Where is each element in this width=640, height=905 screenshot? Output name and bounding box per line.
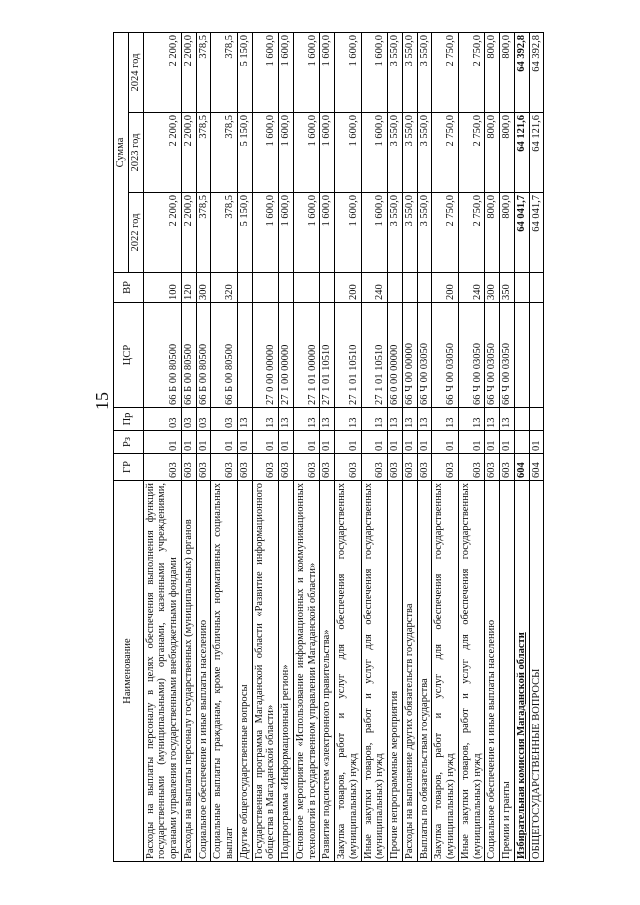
cell-rz: 01 (361, 431, 388, 454)
table-row (181, 33, 196, 862)
cell-pr: 13 (279, 408, 294, 431)
cell-name: Закупка товаров, работ и услуг для обеспечения государственных (муниципальных) нужд (432, 481, 459, 862)
cell-2023: 64 121,6 (529, 113, 544, 193)
cell-2022: 1 600,0 (279, 193, 294, 273)
cell-name: Избирательная комиссия Магаданской области (514, 481, 529, 862)
cell-2024: 1 600,0 (279, 33, 294, 113)
header-pr: Пр (114, 408, 144, 431)
cell-2023: 1 600,0 (335, 113, 362, 193)
cell-pr (529, 408, 544, 431)
cell-vr: 100 (143, 273, 181, 303)
cell-gr: 603 (293, 454, 320, 481)
cell-name: Прочие непрограммные мероприятия (388, 481, 403, 862)
cell-rz: 01 (293, 431, 320, 454)
table-row (211, 33, 238, 862)
cell-rz: 01 (458, 431, 485, 454)
cell-2023: 2 750,0 (458, 113, 485, 193)
cell-name: Выплаты по обязательствам государства (417, 481, 432, 862)
cell-2023: 5 150,0 (237, 113, 252, 193)
cell-2022: 5 150,0 (237, 193, 252, 273)
cell-csr: 27 0 00 00000 (252, 303, 279, 408)
table-row (432, 33, 459, 862)
cell-gr: 603 (279, 454, 294, 481)
cell-2023: 2 200,0 (143, 113, 181, 193)
header-sum: Сумма (114, 33, 129, 273)
table-row (143, 33, 181, 862)
cell-vr (514, 273, 529, 303)
cell-2024: 1 600,0 (293, 33, 320, 113)
table-row (529, 33, 544, 862)
cell-2024: 800,0 (485, 33, 500, 113)
cell-csr (514, 303, 529, 408)
cell-pr: 13 (320, 408, 335, 431)
cell-vr (237, 273, 252, 303)
cell-gr: 603 (500, 454, 515, 481)
cell-rz: 01 (196, 431, 211, 454)
cell-2024: 1 600,0 (252, 33, 279, 113)
cell-2023: 378,5 (196, 113, 211, 193)
cell-csr: 66 Ч 00 00000 (402, 303, 417, 408)
cell-pr: 13 (485, 408, 500, 431)
cell-csr: 27 1 01 10510 (320, 303, 335, 408)
cell-2022: 3 550,0 (388, 193, 403, 273)
cell-name: Развитие подсистем «электронного правительства» (320, 481, 335, 862)
cell-pr: 13 (388, 408, 403, 431)
cell-vr (417, 273, 432, 303)
page-number: 15 (92, 392, 112, 410)
cell-2022: 1 600,0 (293, 193, 320, 273)
table-row (293, 33, 320, 862)
cell-csr: 66 Ч 00 03050 (417, 303, 432, 408)
table-row (279, 33, 294, 862)
cell-csr: 66 0 00 00000 (388, 303, 403, 408)
cell-vr: 200 (432, 273, 459, 303)
cell-2022: 64 041,7 (529, 193, 544, 273)
cell-rz: 01 (417, 431, 432, 454)
header-rz: Рз (114, 431, 144, 454)
cell-2023: 2 200,0 (181, 113, 196, 193)
cell-gr: 603 (181, 454, 196, 481)
cell-gr: 603 (485, 454, 500, 481)
cell-pr: 13 (293, 408, 320, 431)
cell-name: Подпрограмма «Информационный регион» (279, 481, 294, 862)
cell-2024: 1 600,0 (335, 33, 362, 113)
cell-rz: 01 (252, 431, 279, 454)
cell-rz: 01 (529, 431, 544, 454)
table-row (320, 33, 335, 862)
cell-2024: 5 150,0 (237, 33, 252, 113)
cell-2022: 378,5 (211, 193, 238, 273)
cell-pr: 13 (361, 408, 388, 431)
cell-pr: 13 (500, 408, 515, 431)
table-row (458, 33, 485, 862)
cell-2022: 2 200,0 (181, 193, 196, 273)
header-2024: 2024 год (128, 33, 143, 113)
cell-name: Основное мероприятие «Использование информационных и коммуникационных технологий в государственном управлении Магаданской области» (293, 481, 320, 862)
cell-2022: 1 600,0 (320, 193, 335, 273)
cell-pr: 13 (252, 408, 279, 431)
cell-2024: 64 392,8 (514, 33, 529, 113)
header-csr: ЦСР (114, 303, 144, 408)
cell-pr: 13 (417, 408, 432, 431)
cell-2024: 1 600,0 (320, 33, 335, 113)
header-name: Наименование (114, 481, 144, 862)
cell-pr: 13 (335, 408, 362, 431)
cell-name: Другие общегосударственные вопросы (237, 481, 252, 862)
cell-2022: 1 600,0 (252, 193, 279, 273)
cell-gr: 603 (237, 454, 252, 481)
cell-gr: 604 (514, 454, 529, 481)
cell-rz (514, 431, 529, 454)
cell-gr: 603 (252, 454, 279, 481)
cell-2022: 3 550,0 (417, 193, 432, 273)
cell-gr: 604 (529, 454, 544, 481)
cell-csr: 66 Ч 00 03050 (485, 303, 500, 408)
table-row (485, 33, 500, 862)
cell-gr: 603 (402, 454, 417, 481)
table-row (500, 33, 515, 862)
cell-pr: 13 (402, 408, 417, 431)
cell-rz: 01 (237, 431, 252, 454)
cell-name: Расходы на выплаты персоналу государственных (муниципальных) органов (181, 481, 196, 862)
cell-2024: 2 750,0 (458, 33, 485, 113)
rotated-page-content (113, 32, 544, 862)
cell-csr: 27 1 00 00000 (279, 303, 294, 408)
cell-2023: 1 600,0 (361, 113, 388, 193)
header-gr: ГР (114, 454, 144, 481)
cell-name: ОБЩЕГОСУДАРСТВЕННЫЕ ВОПРОСЫ (529, 481, 544, 862)
cell-gr: 603 (388, 454, 403, 481)
cell-name: Премии и гранты (500, 481, 515, 862)
cell-name: Социальные выплаты гражданам, кроме публичных нормативных социальных выплат (211, 481, 238, 862)
table-header (114, 33, 144, 862)
cell-2023: 3 550,0 (402, 113, 417, 193)
cell-pr: 13 (432, 408, 459, 431)
cell-rz: 01 (388, 431, 403, 454)
cell-vr (388, 273, 403, 303)
table-row (252, 33, 279, 862)
cell-gr: 603 (211, 454, 238, 481)
cell-gr: 603 (196, 454, 211, 481)
cell-2022: 2 750,0 (458, 193, 485, 273)
cell-2023: 378,5 (211, 113, 238, 193)
cell-2022: 800,0 (500, 193, 515, 273)
cell-csr (237, 303, 252, 408)
cell-pr: 03 (196, 408, 211, 431)
cell-csr: 66 Б 00 80500 (181, 303, 196, 408)
table-row (335, 33, 362, 862)
cell-vr (320, 273, 335, 303)
cell-2024: 1 600,0 (361, 33, 388, 113)
table-row (417, 33, 432, 862)
cell-2023: 3 550,0 (388, 113, 403, 193)
cell-gr: 603 (143, 454, 181, 481)
cell-csr: 66 Б 00 80500 (211, 303, 238, 408)
header-vr: ВР (114, 273, 144, 303)
cell-gr: 603 (458, 454, 485, 481)
cell-csr: 27 1 01 10510 (335, 303, 362, 408)
cell-csr: 66 Ч 00 03050 (432, 303, 459, 408)
cell-2024: 2 200,0 (143, 33, 181, 113)
cell-rz: 01 (143, 431, 181, 454)
cell-2023: 800,0 (485, 113, 500, 193)
cell-name: Иные закупки товаров, работ и услуг для обеспечения государственных (муниципальных) нужд (361, 481, 388, 862)
cell-vr: 120 (181, 273, 196, 303)
cell-vr: 240 (458, 273, 485, 303)
cell-gr: 603 (432, 454, 459, 481)
cell-rz: 01 (500, 431, 515, 454)
cell-vr: 200 (335, 273, 362, 303)
cell-2022: 1 600,0 (335, 193, 362, 273)
cell-2023: 1 600,0 (293, 113, 320, 193)
cell-pr: 13 (458, 408, 485, 431)
cell-csr: 66 Б 00 80500 (196, 303, 211, 408)
cell-2023: 800,0 (500, 113, 515, 193)
cell-rz: 01 (320, 431, 335, 454)
header-row-1 (114, 33, 129, 862)
cell-2024: 378,5 (211, 33, 238, 113)
cell-name: Социальное обеспечение и иные выплаты населению (196, 481, 211, 862)
cell-vr: 240 (361, 273, 388, 303)
cell-rz: 01 (279, 431, 294, 454)
cell-vr: 300 (196, 273, 211, 303)
cell-vr (529, 273, 544, 303)
cell-gr: 603 (361, 454, 388, 481)
cell-csr: 66 Ч 00 03050 (458, 303, 485, 408)
table-row (402, 33, 417, 862)
cell-2022: 2 200,0 (143, 193, 181, 273)
cell-name: Расходы на выплаты персоналу в целях обеспечения выполнения функций государственными (муниципальными) органами, казенными учреждениями, органами управления государственными внебюджетными фондами (143, 481, 181, 862)
cell-2024: 3 550,0 (388, 33, 403, 113)
cell-2023: 1 600,0 (252, 113, 279, 193)
cell-vr (402, 273, 417, 303)
cell-rz: 01 (335, 431, 362, 454)
cell-vr: 320 (211, 273, 238, 303)
cell-vr (279, 273, 294, 303)
cell-name: Социальное обеспечение и иные выплаты населению (485, 481, 500, 862)
cell-2024: 64 392,8 (529, 33, 544, 113)
table-row (361, 33, 388, 862)
cell-2022: 1 600,0 (361, 193, 388, 273)
cell-vr (293, 273, 320, 303)
cell-2024: 800,0 (500, 33, 515, 113)
cell-2023: 64 121,6 (514, 113, 529, 193)
cell-rz: 01 (485, 431, 500, 454)
cell-name: Иные закупки товаров, работ и услуг для обеспечения государственных (муниципальных) нужд (458, 481, 485, 862)
cell-2023: 3 550,0 (417, 113, 432, 193)
cell-csr: 66 Ч 00 03050 (500, 303, 515, 408)
cell-2022: 3 550,0 (402, 193, 417, 273)
cell-pr (514, 408, 529, 431)
cell-gr: 603 (320, 454, 335, 481)
cell-rz: 01 (432, 431, 459, 454)
cell-2023: 1 600,0 (320, 113, 335, 193)
cell-csr: 27 1 01 10510 (361, 303, 388, 408)
header-2023: 2023 год (128, 113, 143, 193)
cell-2024: 3 550,0 (402, 33, 417, 113)
table-row (237, 33, 252, 862)
cell-gr: 603 (417, 454, 432, 481)
cell-pr: 03 (181, 408, 196, 431)
cell-vr: 350 (500, 273, 515, 303)
cell-pr: 03 (211, 408, 238, 431)
table-row (196, 33, 211, 862)
cell-pr: 03 (143, 408, 181, 431)
budget-table (113, 32, 544, 862)
cell-2024: 378,5 (196, 33, 211, 113)
cell-2022: 800,0 (485, 193, 500, 273)
cell-csr: 27 1 01 00000 (293, 303, 320, 408)
table-body (143, 33, 544, 862)
cell-2023: 2 750,0 (432, 113, 459, 193)
header-2022: 2022 год (128, 193, 143, 273)
cell-2024: 3 550,0 (417, 33, 432, 113)
cell-name: Закупка товаров, работ и услуг для обеспечения государственных (муниципальных) нужд (335, 481, 362, 862)
table-row (514, 33, 529, 862)
cell-name: Государственная программа Магаданской области «Развитие информационного общества в Магаданской области» (252, 481, 279, 862)
cell-name: Расходы на выполнение других обязательств государства (402, 481, 417, 862)
cell-rz: 01 (402, 431, 417, 454)
cell-csr (529, 303, 544, 408)
cell-rz: 01 (211, 431, 238, 454)
table-row (388, 33, 403, 862)
cell-2024: 2 200,0 (181, 33, 196, 113)
cell-2023: 1 600,0 (279, 113, 294, 193)
cell-2022: 64 041,7 (514, 193, 529, 273)
cell-vr: 300 (485, 273, 500, 303)
cell-vr (252, 273, 279, 303)
cell-2024: 2 750,0 (432, 33, 459, 113)
cell-gr: 603 (335, 454, 362, 481)
cell-pr: 13 (237, 408, 252, 431)
cell-2022: 378,5 (196, 193, 211, 273)
cell-rz: 01 (181, 431, 196, 454)
cell-csr: 66 Б 00 80500 (143, 303, 181, 408)
cell-2022: 2 750,0 (432, 193, 459, 273)
